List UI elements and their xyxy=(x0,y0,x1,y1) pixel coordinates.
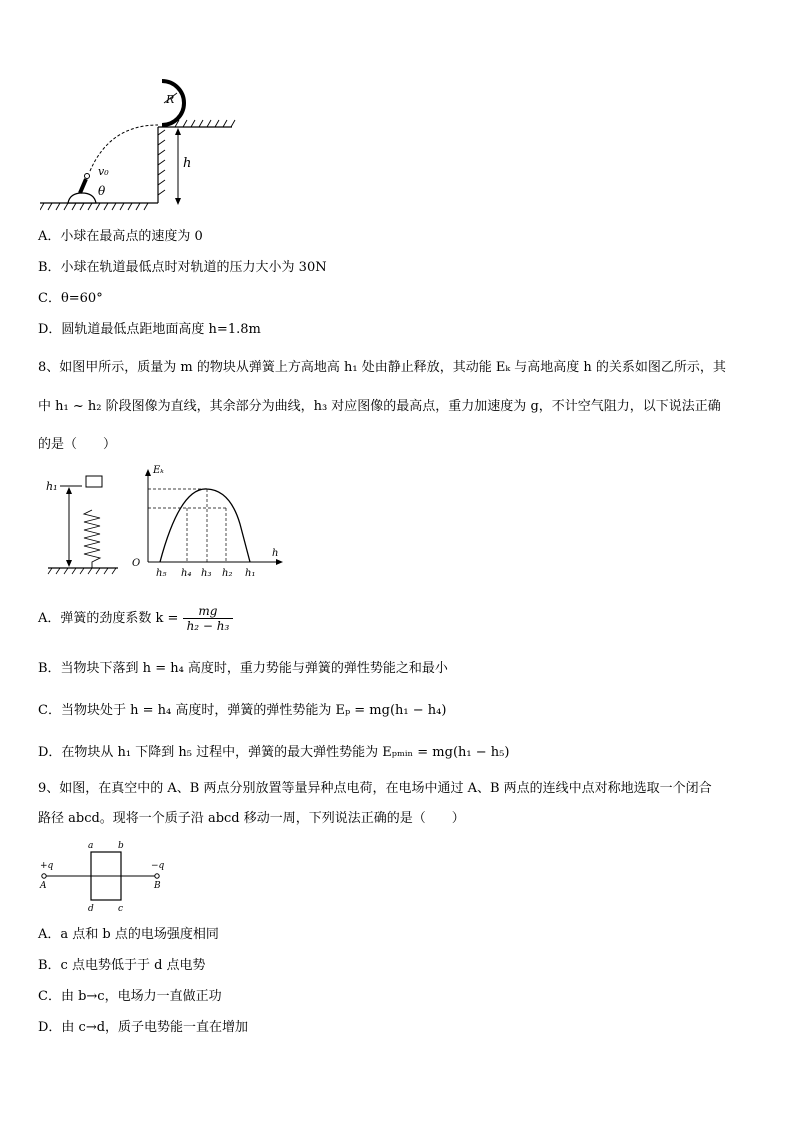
label-A: A xyxy=(40,881,47,891)
q7-option-a: A．小球在最高点的速度为 0 xyxy=(38,229,203,244)
tick-h3: h₃ xyxy=(201,568,212,579)
q8-option-a-prefix: A．弹簧的劲度系数 k = xyxy=(38,611,179,626)
q9-option-b: B．c 点电势低于于 d 点电势 xyxy=(38,958,206,973)
q8-option-a-fraction xyxy=(183,604,234,633)
label-h: h xyxy=(183,156,192,171)
q9-figure xyxy=(36,838,176,918)
axis-label-h: h xyxy=(272,548,279,559)
label-R: R xyxy=(166,93,175,106)
q7-option-c: C．θ=60° xyxy=(38,291,103,306)
q7-option-b: B．小球在轨道最低点时对轨道的压力大小为 30N xyxy=(38,260,327,275)
q8-option-d: D．在物块从 h₁ 下降到 h₅ 过程中，弹簧的最大弹性势能为 Eₚₘᵢₙ = mg(h₁ − h₅) xyxy=(38,745,510,760)
axis-label-ek: Eₖ xyxy=(153,465,164,476)
q8-stem-line1: 8、如图甲所示，质量为 m 的物块从弹簧上方高地高 h₁ 处由静止释放，其动能 Eₖ 与高地高度 h 的关系如图乙所示，其 xyxy=(38,360,726,375)
label-a: a xyxy=(88,841,94,851)
origin-label: O xyxy=(132,558,141,569)
label-h1-left: h₁ xyxy=(46,480,58,493)
q7-option-d: D．圆轨道最低点距地面高度 h=1.8m xyxy=(38,322,261,337)
q8-stem-line3: 的是（ ） xyxy=(38,437,117,452)
q8-option-a-denominator: h₂ − h₃ xyxy=(186,619,230,633)
label-b: b xyxy=(118,841,124,851)
q8-option-c: C．当物块处于 h = h₄ 高度时，弹簧的弹性势能为 Eₚ = mg(h₁ − h₄) xyxy=(38,703,447,718)
q9-option-c: C．由 b→c，电场力一直做正功 xyxy=(38,989,222,1004)
q8-option-a-numerator: mg xyxy=(183,604,234,619)
q9-stem-line1: 9、如图，在真空中的 A、B 两点分别放置等量异种点电荷，在电场中通过 A、B 两点的连线中点对称地选取一个闭合 xyxy=(38,781,712,796)
label-plus-q: +q xyxy=(40,861,54,871)
label-d: d xyxy=(88,904,94,914)
q8-option-a xyxy=(38,600,233,638)
q8-option-b: B．当物块下落到 h = h₄ 高度时，重力势能与弹簧的弹性势能之和最小 xyxy=(38,661,448,676)
label-v0: v₀ xyxy=(98,165,109,178)
tick-h2: h₂ xyxy=(222,568,233,579)
label-theta: θ xyxy=(98,184,106,198)
label-B: B xyxy=(154,881,161,891)
q9-stem-line2: 路径 abcd。现将一个质子沿 abcd 移动一周，下列说法正确的是（ ） xyxy=(38,811,465,826)
q9-option-d: D．由 c→d，质子电势能一直在增加 xyxy=(38,1020,249,1035)
label-c: c xyxy=(118,904,124,914)
label-minus-q: −q xyxy=(151,861,165,871)
q9-option-a: A．a 点和 b 点的电场强度相同 xyxy=(38,927,219,942)
q8-figure xyxy=(40,462,290,582)
q7-figure xyxy=(40,75,245,215)
tick-h5: h₅ xyxy=(156,568,167,579)
tick-h4: h₄ xyxy=(181,568,192,579)
tick-h1: h₁ xyxy=(245,568,256,579)
q8-stem-line2: 中 h₁ ~ h₂ 阶段图像为直线，其余部分为曲线，h₃ 对应图像的最高点，重力加速度为 g，不计空气阻力，以下说法正确 xyxy=(38,399,721,414)
